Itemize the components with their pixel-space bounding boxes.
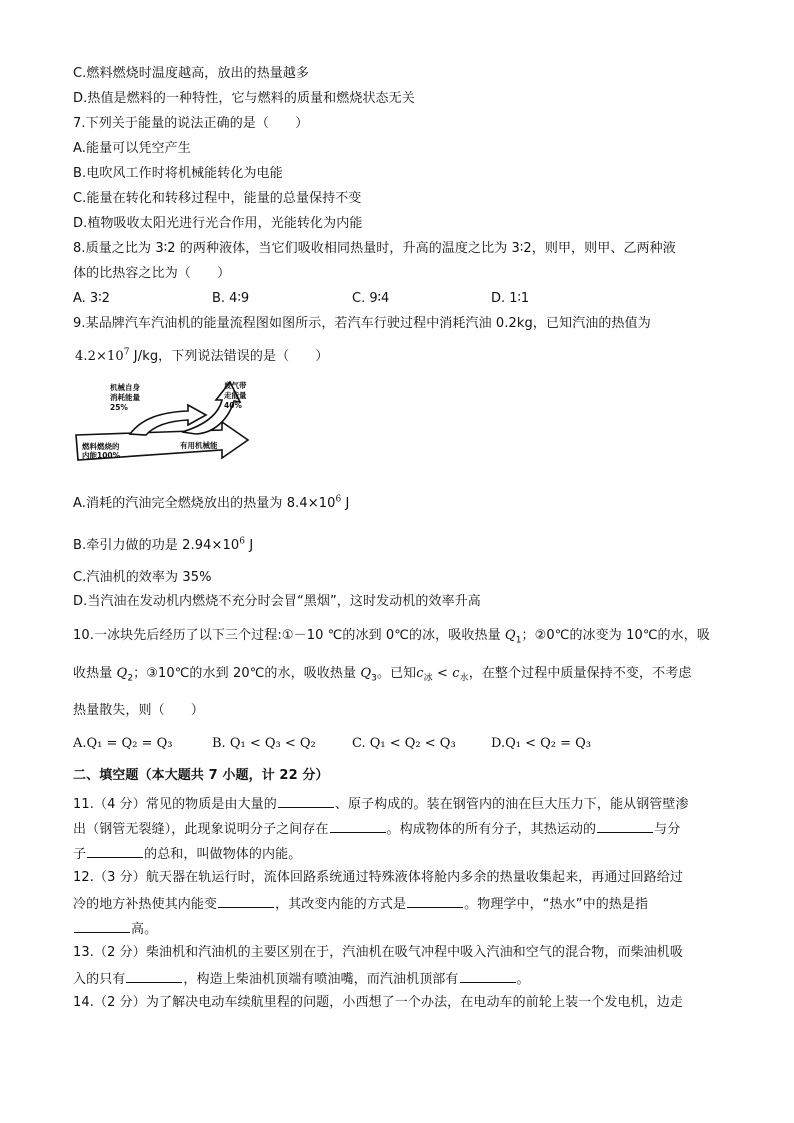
- q12-l2-tail: 。物理学中，“热水”中的热是指: [464, 897, 649, 912]
- q11-l2-text: 出（钢管无裂缝），此现象说明分子之间存在: [73, 822, 329, 837]
- q10-q3-symbol: Q: [360, 666, 372, 681]
- heat-value-exponent: 7: [123, 347, 130, 358]
- q9-option-a-exponent: 6: [335, 494, 342, 505]
- q10-l2-tail: ，在整个过程中质量保持不变，不考虑: [468, 666, 692, 681]
- q10-c-ice-symbol: c: [416, 666, 424, 681]
- q10-c-water-sub: 水: [459, 673, 469, 684]
- q9-option-b-text: B.牵引力做的功是 2.94×10: [73, 538, 240, 553]
- q11-blank-2[interactable]: [330, 820, 386, 833]
- label-exhaust-2: 走能量: [224, 391, 247, 400]
- q10-l2-text: 收热量: [73, 666, 117, 681]
- q13-l2-text: 入的只有: [73, 972, 126, 987]
- q9-option-c: C.汽油机的效率为 35%: [73, 570, 212, 585]
- q10-q2-sub: 2: [127, 673, 134, 684]
- q10-option-d: D.Q₁ < Q₂ = Q₃: [491, 736, 592, 751]
- q9-stem-tail: J/kg，下列说法错误的是（ ）: [129, 349, 329, 364]
- q8-option-d: D. 1∶1: [491, 291, 530, 306]
- q12-blank-2[interactable]: [407, 895, 463, 908]
- q7-option-d: D.植物吸收太阳光进行光合作用，光能转化为内能: [73, 216, 363, 231]
- q13-line1: 13.（2 分）柴油机和汽油机的主要区别在于，汽油机在吸气冲程中吸入汽油和空气的混合物，而柴油机吸: [73, 945, 683, 960]
- q12-l2-mid: ，其改变内能的方式是: [275, 897, 407, 912]
- q6-option-d: D.热值是燃料的一种特性，它与燃料的质量和燃烧状态无关: [73, 91, 415, 106]
- label-exhaust-1: 废气带: [224, 381, 247, 390]
- q13-l2-mid: ，构造上柴油机顶端有喷油嘴，而汽油机顶部有: [183, 972, 459, 987]
- q12-blank-1[interactable]: [218, 895, 274, 908]
- q9-option-a-text: A.消耗的汽油完全燃烧放出的热量为 8.4×10: [73, 496, 336, 511]
- q13-l2-tail: 。: [516, 972, 530, 987]
- q10-option-c: C. Q₁ < Q₂ < Q₃: [352, 736, 456, 751]
- label-mech-loss-2: 消耗能量: [110, 393, 140, 402]
- q9-option-b: [73, 538, 253, 554]
- label-mech-loss-3: 25%: [110, 403, 128, 412]
- q10-l2-known: 。已知: [376, 666, 417, 681]
- q11-l1-text: 11.（4 分）常见的物质是由大量的: [73, 797, 277, 812]
- q11-l3-text: 子: [73, 847, 87, 862]
- q10-c-water-symbol: c: [452, 666, 460, 681]
- q13-line2: [73, 970, 530, 988]
- q11-line3: [73, 845, 301, 863]
- q9-stem-line2: [75, 349, 328, 365]
- q10-q1-symbol: Q: [504, 628, 516, 643]
- q11-line1: [73, 795, 689, 813]
- q9-option-b-exponent: 6: [239, 536, 246, 547]
- q7-option-c: C.能量在转化和转移过程中，能量的总量保持不变: [73, 191, 362, 206]
- q13-blank-1[interactable]: [126, 970, 182, 983]
- q10-option-b: B. Q₁ < Q₃ < Q₂: [212, 736, 316, 751]
- q8-stem-line2: 体的比热容之比为（ ）: [73, 266, 231, 281]
- q10-less-than: <: [432, 666, 453, 681]
- q10-q1-sub: 1: [515, 635, 522, 646]
- q7-stem: 7.下列关于能量的说法正确的是（ ）: [73, 116, 309, 131]
- heat-value: 4.2×10: [75, 349, 124, 364]
- q13-blank-2[interactable]: [460, 970, 516, 983]
- q10-q2-symbol: Q: [116, 666, 128, 681]
- q10-l1-text: 10.一冰块先后经历了以下三个过程:①－10 ℃的冰到 0℃的冰，吸收热量: [73, 628, 505, 643]
- q11-l1-tail: 、原子构成的。装在钢管内的油在巨大压力下，能从钢管壁渗: [334, 797, 689, 812]
- label-input-2: 内能100%: [82, 451, 121, 460]
- label-mech-loss-1: 机械自身: [110, 383, 140, 392]
- q11-l2-tail: 与分: [654, 822, 681, 837]
- section-2-heading: 二、填空题（本大题共 7 小题，计 22 分）: [73, 768, 329, 783]
- q10-option-a: A.Q₁ = Q₂ = Q₃: [73, 736, 173, 751]
- q9-option-a-unit: J: [341, 496, 350, 511]
- q9-option-a: [73, 496, 349, 512]
- q11-blank-3[interactable]: [597, 820, 653, 833]
- q12-blank-3[interactable]: [74, 920, 130, 933]
- q10-c-ice-sub: 冰: [423, 673, 433, 684]
- label-useful: 有用机械能: [180, 441, 218, 450]
- q8-option-c: C. 9∶4: [352, 291, 390, 306]
- q6-option-c: C.燃料燃烧时温度越高，放出的热量越多: [73, 66, 310, 81]
- q7-option-a: A.能量可以凭空产生: [73, 141, 191, 156]
- q11-blank-1[interactable]: [278, 795, 334, 808]
- q10-stem-line2: [73, 666, 691, 682]
- label-input-1: 燃料燃烧的: [82, 442, 120, 451]
- q12-line1: 12.（3 分）航天器在轨运行时，流体回路系统通过特殊液体将舱内多余的热量收集起来，再通过回路给过: [73, 870, 683, 885]
- q8-option-a: A. 3∶2: [73, 291, 110, 306]
- energy-flow-diagram: [72, 378, 264, 468]
- q11-l2-mid: 。构成物体的所有分子，其热运动的: [386, 822, 597, 837]
- label-exhaust-3: 40%: [224, 401, 242, 410]
- q14-line1: 14.（2 分）为了解决电动车续航里程的问题，小西想了一个办法，在电动车的前轮上装一个发电机，边走: [73, 995, 683, 1010]
- q11-blank-4[interactable]: [87, 845, 143, 858]
- q10-l1-tail: ；②0℃的冰变为 10℃的水，吸: [521, 628, 710, 643]
- q8-stem-line1: 8.质量之比为 3∶2 的两种液体，当它们吸收相同热量时，升高的温度之比为 3∶2，则甲，则甲、乙两种液: [73, 241, 676, 256]
- q10-q3-sub: 3: [371, 673, 377, 684]
- q7-option-b: B.电吹风工作时将机械能转化为电能: [73, 166, 283, 181]
- q9-option-b-unit: J: [245, 538, 254, 553]
- q12-line2: [73, 895, 648, 913]
- q12-l2-text: 冷的地方补热使其内能变: [73, 897, 218, 912]
- q10-l2-mid: ；③10℃的水到 20℃的水，吸收热量: [133, 666, 361, 681]
- q12-l3-text: 高。: [131, 922, 158, 937]
- q9-stem-line1: 9.某品牌汽车汽油机的能量流程图如图所示，若汽车行驶过程中消耗汽油 0.2kg，已知汽油的热值为: [73, 316, 651, 331]
- q11-line2: [73, 820, 680, 838]
- q11-l3-tail: 的总和，叫做物体的内能。: [144, 847, 302, 862]
- q8-option-b: B. 4∶9: [212, 291, 250, 306]
- q10-stem-line3: 热量散失，则（ ）: [73, 703, 205, 718]
- q10-stem-line1: [73, 628, 710, 644]
- q9-option-d: D.当汽油在发动机内燃烧不充分时会冒“黑烟”，这时发动机的效率升高: [73, 594, 481, 609]
- q12-line3: [73, 920, 157, 938]
